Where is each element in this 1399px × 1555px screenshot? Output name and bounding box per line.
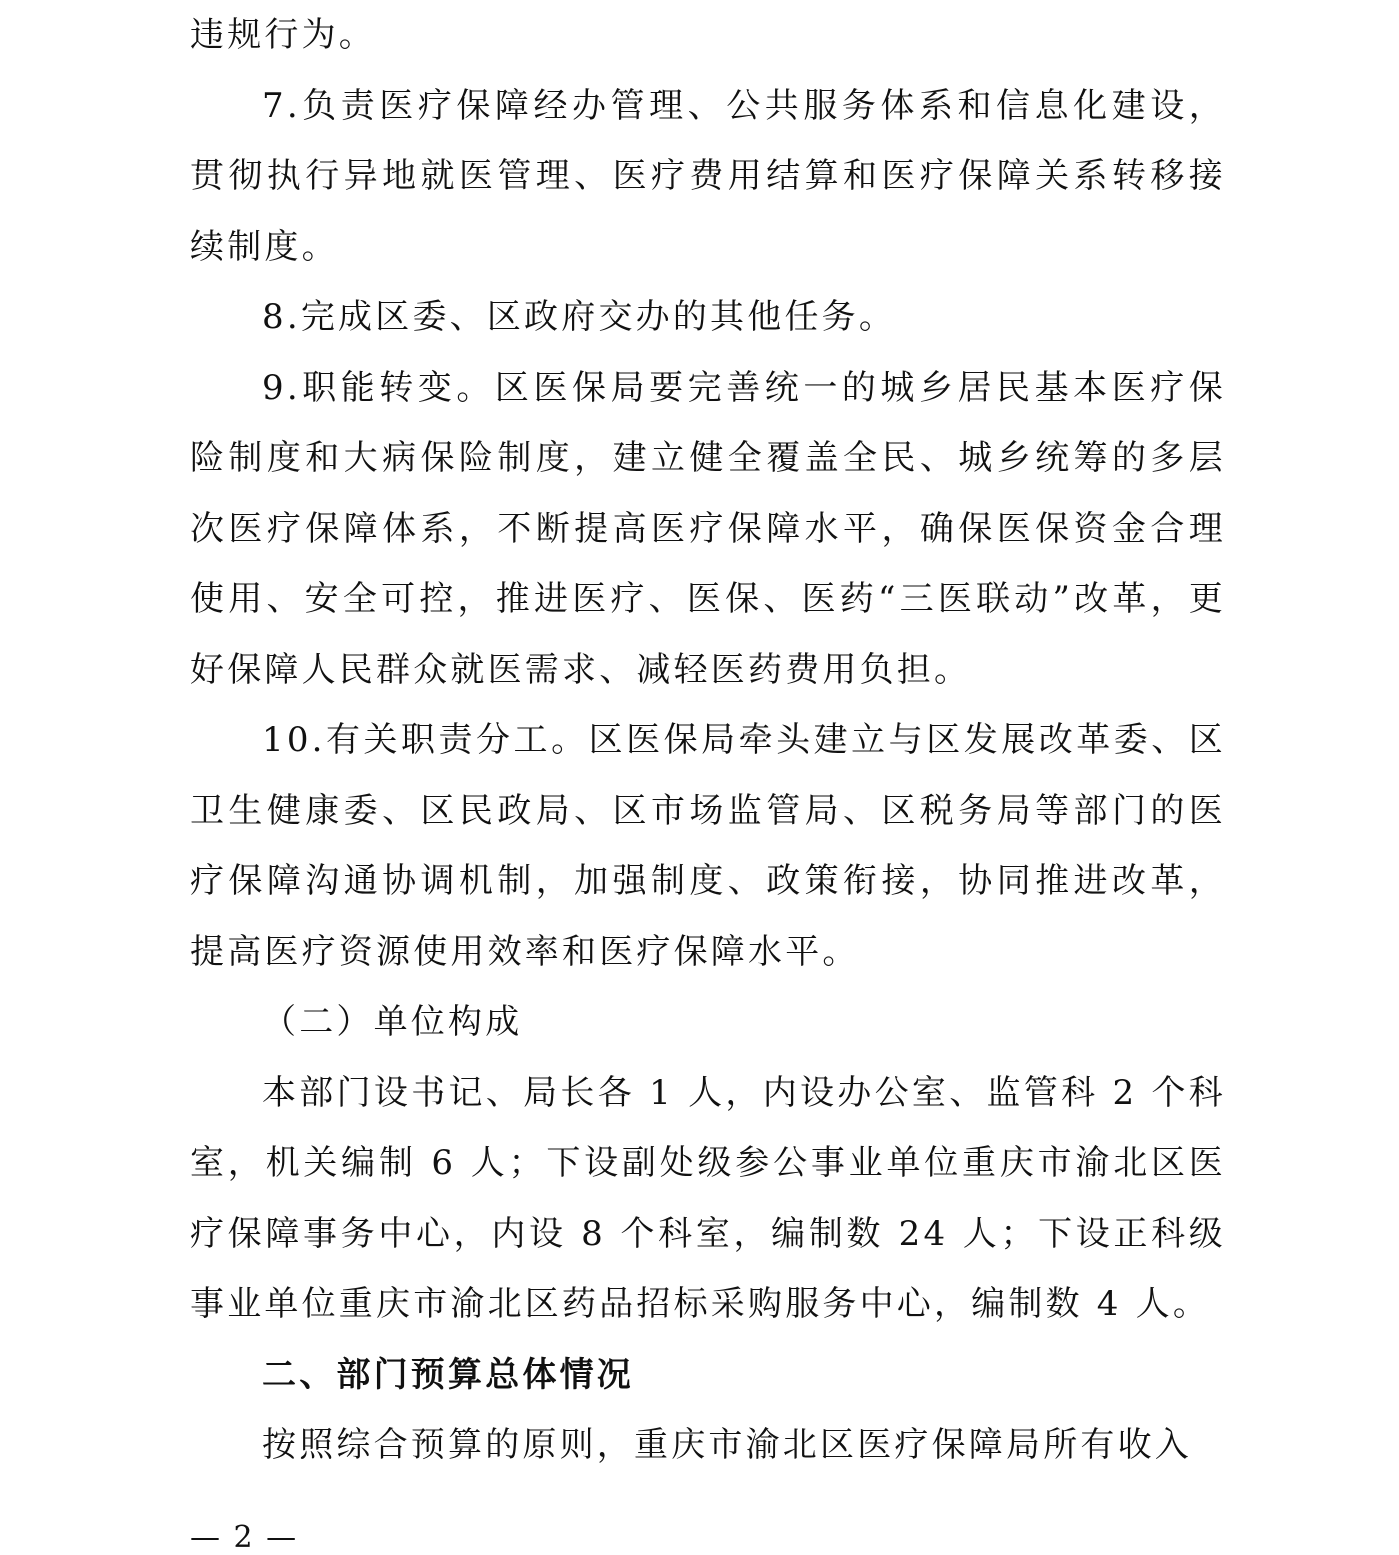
paragraph-item-7: 7.负责医疗保障经办管理、公共服务体系和信息化建设，贯彻执行异地就医管理、医疗费用结算和医疗保障关系转移接续制度。 <box>190 85 1226 267</box>
section-heading-budget-overview: 二、部门预算总体情况 <box>262 1354 634 1395</box>
paragraph-unit-composition: 本部门设书记、局长各 1 人，内设办公室、监管科 2 个科室，机关编制 6 人；下设副处级参公事业单位重庆市渝北区医疗保障事务中心，内设 8 个科室，编制数 24 人；下设正科级事业单位重庆市渝北区药品招标采购服务中心，编制数 4 人。 <box>190 1072 1226 1324</box>
document-page <box>190 0 1226 1481</box>
paragraph-continuation: 违规行为。 <box>190 15 376 55</box>
paragraph-budget-overview: 按照综合预算的原则，重庆市渝北区医疗保障局所有收入 <box>262 1425 1192 1465</box>
section-heading-unit-composition: （二）单位构成 <box>262 1002 523 1042</box>
paragraph-item-10: 10.有关职责分工。区医保局牵头建立与区发展改革委、区卫生健康委、区民政局、区市场监管局、区税务局等部门的医疗保障沟通协调机制，加强制度、政策衔接，协同推进改革，提高医疗资源使用效率和医疗保障水平。 <box>190 720 1226 972</box>
paragraph-item-9: 9.职能转变。区医保局要完善统一的城乡居民基本医疗保险制度和大病保险制度，建立健全覆盖全民、城乡统筹的多层次医疗保障体系，不断提高医疗保障水平，确保医保资金合理使用、安全可控，推进医疗、医保、医药“三医联动”改革，更好保障人民群众就医需求、减轻医药费用负担。 <box>190 367 1226 690</box>
page-number: — 2 — <box>190 1520 299 1555</box>
paragraph-item-8: 8.完成区委、区政府交办的其他任务。 <box>262 297 897 337</box>
